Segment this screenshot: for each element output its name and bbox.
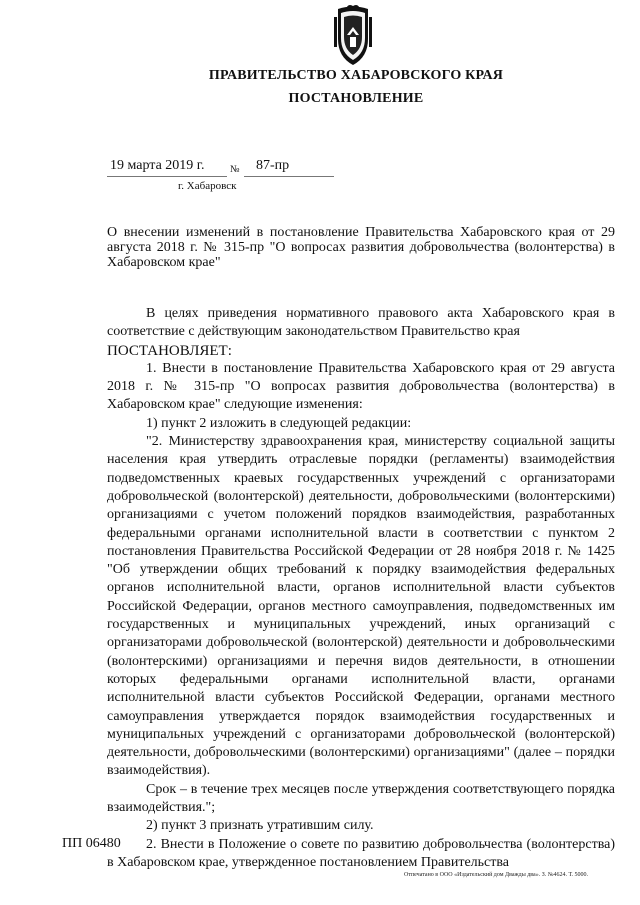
document-body <box>107 305 615 872</box>
body-paragraph: В целях приведения нормативного правового акта Хабаровского края в соответствие с действующим законодательством Правительство края <box>107 306 615 340</box>
resolve-word: ПОСТАНОВЛЯЕТ: <box>107 342 232 359</box>
number-label: № <box>230 164 240 175</box>
date-underline <box>107 176 227 177</box>
body-paragraph: 1. Внести в постановление Правительства Хабаровского края от 29 августа 2018 г. № 315-пр "О вопросах развития добровольчества (волонтерства) в Хабаровском крае" следующие изменения: <box>107 360 615 413</box>
coat-of-arms-icon <box>330 5 376 69</box>
body-paragraph: "2. Министерству здравоохранения края, министерству социальной защиты населения края утвердить отраслевые порядки (регламенты) взаимодействия подведомственных краевых государственных учреждений с организаторами добровольческой (волонтерской) деятельности, добровольческими (волонтерскими) организациями с учетом положений порядков взаимодействия, разработанных федеральными органами исполнительной власти в соответствии с пунктом 2 постановления Правительства Российской Федерации от 28 ноября 2018 г. № 1425 "Об утверждении общих требований к порядку взаимодействия федеральных органов исполнительной власти, органов исполнительной власти субъектов Российской Федерации, органов местного самоуправления, подведомственных им государственных и муниципальных учреждений, иных организаций с организаторами добровольческой (волонтерской) деятельности и добровольческими (волонтерскими) организациями и перечня видов деятельности, в отношении которых федеральными органами исполнительной власти, органами исполнительной власти субъектов Российской Федерации, органами местного самоуправления утверждается порядок взаимодействия государственных и муниципальных учреждений с организаторами добровольческой (волонтерской) деятельности, добровольческими (волонтерскими) организациями" (далее – порядки взаимодействия). <box>107 434 615 779</box>
document-place: г. Хабаровск <box>178 180 237 192</box>
body-paragraph: 2. Внести в Положение о совете по развитию добровольчества (волонтерства) в Хабаровском крае, утвержденное постановлением Правительства <box>107 836 615 870</box>
document-date: 19 марта 2019 г. <box>110 158 205 173</box>
body-paragraph: 1) пункт 2 изложить в следующей редакции: <box>146 415 412 431</box>
document-subject: О внесении изменений в постановление Правительства Хабаровского края от 29 августа 2018 г. № 315-пр "О вопросах развития добровольчества (волонтерства) в Хабаровском крае" <box>107 225 615 270</box>
body-paragraph: 2) пункт 3 признать утратившим силу. <box>146 818 374 834</box>
organization-name: ПРАВИТЕЛЬСТВО ХАБАРОВСКОГО КРАЯ <box>208 68 504 83</box>
document-code: ПП 06480 <box>62 836 121 851</box>
number-underline <box>244 176 334 177</box>
document-number: 87-пр <box>256 158 290 173</box>
printer-imprint: Отпечатано в ООО «Издательский дом Дважды два». З. №4624. Т. 5000. <box>404 872 589 878</box>
document-type: ПОСТАНОВЛЕНИЕ <box>288 91 424 106</box>
body-paragraph: Срок – в течение трех месяцев после утверждения соответствующего порядка взаимодействия."; <box>107 781 615 816</box>
